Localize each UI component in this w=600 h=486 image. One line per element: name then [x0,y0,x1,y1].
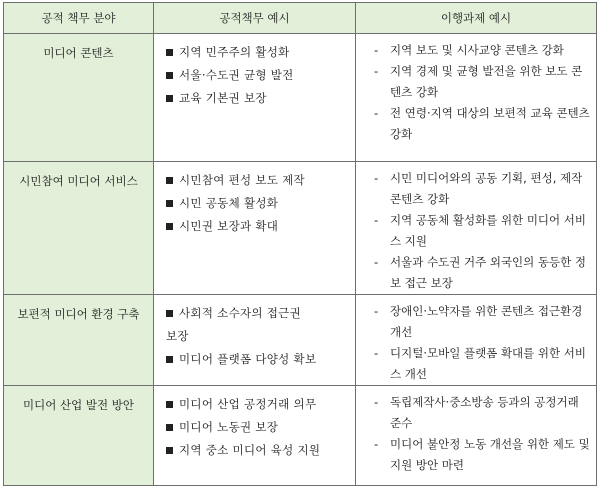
dash-bullet-icon: - [374,171,379,185]
task-item: - 지역 경제 및 균형 발전을 위한 보도 콘텐츠 강화 [374,61,590,103]
square-bullet-icon [166,447,173,454]
duty-item: 사회적 소수자의 접근권 [166,303,351,324]
square-bullet-icon [166,310,173,317]
dash-bullet-icon: - [374,437,379,451]
dash-bullet-icon: - [374,255,379,269]
task-item: - 서울과 수도권 거주 외국인의 동등한 정보 접근 보장 [374,252,590,294]
duty-item: 시민 공동체 활성화 [166,193,351,214]
duty-item: 미디어 플랫폼 다양성 확보 [166,349,351,370]
duty-item: 미디어 노동권 보장 [166,417,351,438]
header-duties: 공적책무 예시 [154,3,356,34]
duty-item: 교육 기본권 보장 [166,88,351,109]
square-bullet-icon [166,356,173,363]
dash-bullet-icon: - [374,304,379,318]
area-cell: 보편적 미디어 환경 구축 [4,295,154,386]
square-bullet-icon [166,424,173,431]
header-row [4,3,597,34]
duty-item: 서울·수도권 균형 발전 [166,65,351,86]
duties-cell [154,295,356,386]
duty-item: 미디어 산업 공정거래 의무 [166,394,351,415]
tasks-cell [356,34,597,162]
table-row [4,386,597,486]
square-bullet-icon [166,200,173,207]
duty-item-continuation: 보장 [166,329,189,343]
dash-bullet-icon: - [374,64,379,78]
duties-table [3,2,597,486]
header-tasks: 이행과제 예시 [356,3,597,34]
duty-item: 시민참여 편성 보도 제작 [166,170,351,191]
task-item: - 독립제작사·중소방송 등과의 공정거래 준수 [374,392,590,434]
task-item: - 지역 공동체 활성화를 위한 미디어 서비스 지원 [374,210,590,252]
task-item: - 시민 미디어와의 공동 기획, 편성, 제작 콘텐츠 강화 [374,168,590,210]
duty-item: 지역 중소 미디어 육성 지원 [166,440,351,461]
tasks-cell [356,386,597,486]
table-row [4,34,597,162]
dash-bullet-icon: - [374,213,379,227]
task-item: - 장애인·노약자를 위한 콘텐츠 접근환경 개선 [374,301,590,343]
duties-cell [154,162,356,295]
dash-bullet-icon: - [374,106,379,120]
square-bullet-icon [166,401,173,408]
tasks-cell [356,295,597,386]
square-bullet-icon [166,72,173,79]
task-item: - 지역 보도 및 시사교양 콘텐츠 강화 [374,40,590,61]
area-cell: 시민참여 미디어 서비스 [4,162,154,295]
square-bullet-icon [166,177,173,184]
table-row [4,295,597,386]
table-row [4,162,597,295]
dash-bullet-icon: - [374,43,379,57]
area-cell: 미디어 산업 발전 방안 [4,386,154,486]
task-item: - 디지털·모바일 플랫폼 확대를 위한 서비스 개선 [374,343,590,385]
header-area: 공적 책무 분야 [4,3,154,34]
area-cell: 미디어 콘텐츠 [4,34,154,162]
square-bullet-icon [166,223,173,230]
duties-cell [154,386,356,486]
duties-cell [154,34,356,162]
task-item: - 미디어 불안정 노동 개선을 위한 제도 및 지원 방안 마련 [374,434,590,476]
square-bullet-icon [166,49,173,56]
dash-bullet-icon: - [374,395,379,409]
tasks-cell [356,162,597,295]
dash-bullet-icon: - [374,346,379,360]
duty-item: 지역 민주주의 활성화 [166,42,351,63]
duty-item: 시민권 보장과 확대 [166,216,351,237]
square-bullet-icon [166,95,173,102]
task-item: - 전 연령·지역 대상의 보편적 교육 콘텐츠 강화 [374,103,590,145]
